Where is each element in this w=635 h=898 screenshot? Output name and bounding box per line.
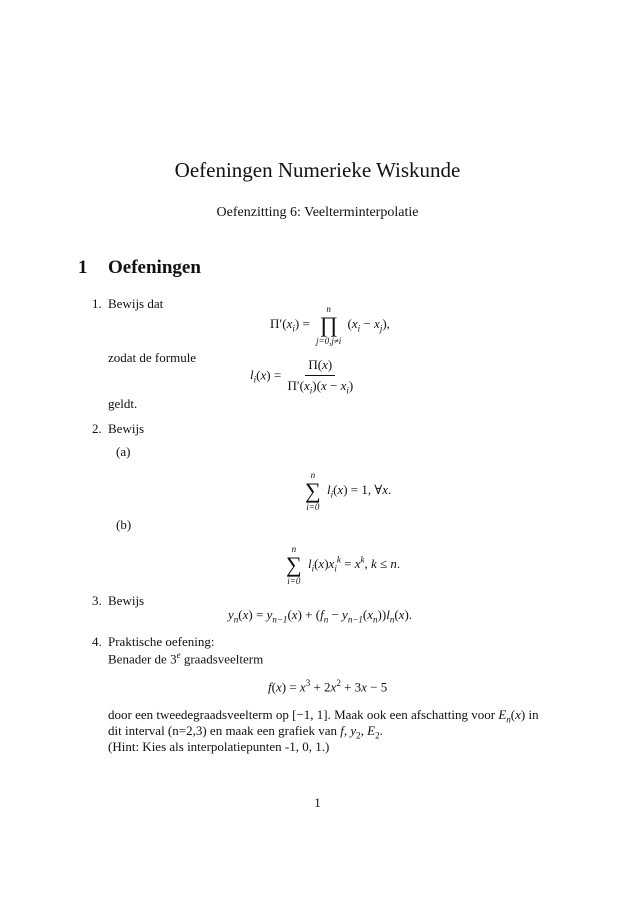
exercise-3-text: Bewijs [108, 593, 145, 608]
exercise-4-heading: Praktische oefening: [108, 634, 215, 649]
section-title: Oefeningen [108, 257, 201, 278]
equation-polynomial: $f(x) = x^3 + 2x^2 + 3x - 5$ [268, 678, 388, 695]
section-number: 1 [78, 257, 88, 278]
equation-pi-prime: $\Pi'(x_i)$ = n ∏ j=0,j≠i $(x_i - x_j)$, [270, 304, 390, 346]
exercise-4-paragraph-1: door een tweedegraadsveelterm op [−1, 1]. Maak ook een afschatting voor $E_n(x)$ in [108, 707, 539, 725]
exercise-2-text: Bewijs [108, 421, 145, 436]
exercise-1-intro: Bewijs dat [108, 296, 164, 311]
exercise-2-number: 2. [92, 421, 102, 436]
exercise-1-number: 1. [92, 296, 102, 311]
exercise-4-paragraph-2: dit interval (n=2,3) en maak een grafiek van f, $y_2$, $E_2$. [108, 723, 383, 741]
exercise-1-text: zodat de formule [108, 350, 197, 365]
equation-sum-powers: n ∑ i=0 $l_i(x)x_i^k = x^k$, k ≤ n. [286, 544, 401, 586]
exercise-4-number: 4. [92, 634, 102, 649]
equation-newton-recursion: $y_n(x) = y_{n-1}(x) + (f_n - y_{n-1}(x_n))l_n(x)$. [228, 607, 413, 625]
exercise-1-conclusion: geldt. [108, 396, 138, 411]
exercise-2b-label: (b) [116, 517, 132, 532]
page-title: Oefeningen Numerieke Wiskunde [174, 158, 461, 182]
exercise-4-intro: Benader de 3e graadsveelterm [108, 650, 264, 667]
equation-lagrange-basis: $l_i(x)$ = $\frac{\Pi(x)}{\Pi'(x_i)(x - x_i)}$ [250, 357, 354, 396]
page-subtitle: Oefenzitting 6: Veelterminterpolatie [216, 205, 419, 220]
page-number: 1 [314, 795, 321, 810]
exercise-3-number: 3. [92, 593, 102, 608]
exercise-2a-label: (a) [116, 444, 131, 459]
equation-sum-basis: n ∑ i=0 $l_i(x) = 1$, ∀x. [305, 470, 392, 512]
exercise-4-hint: (Hint: Kies als interpolatiepunten -1, 0, 1.) [108, 739, 330, 754]
